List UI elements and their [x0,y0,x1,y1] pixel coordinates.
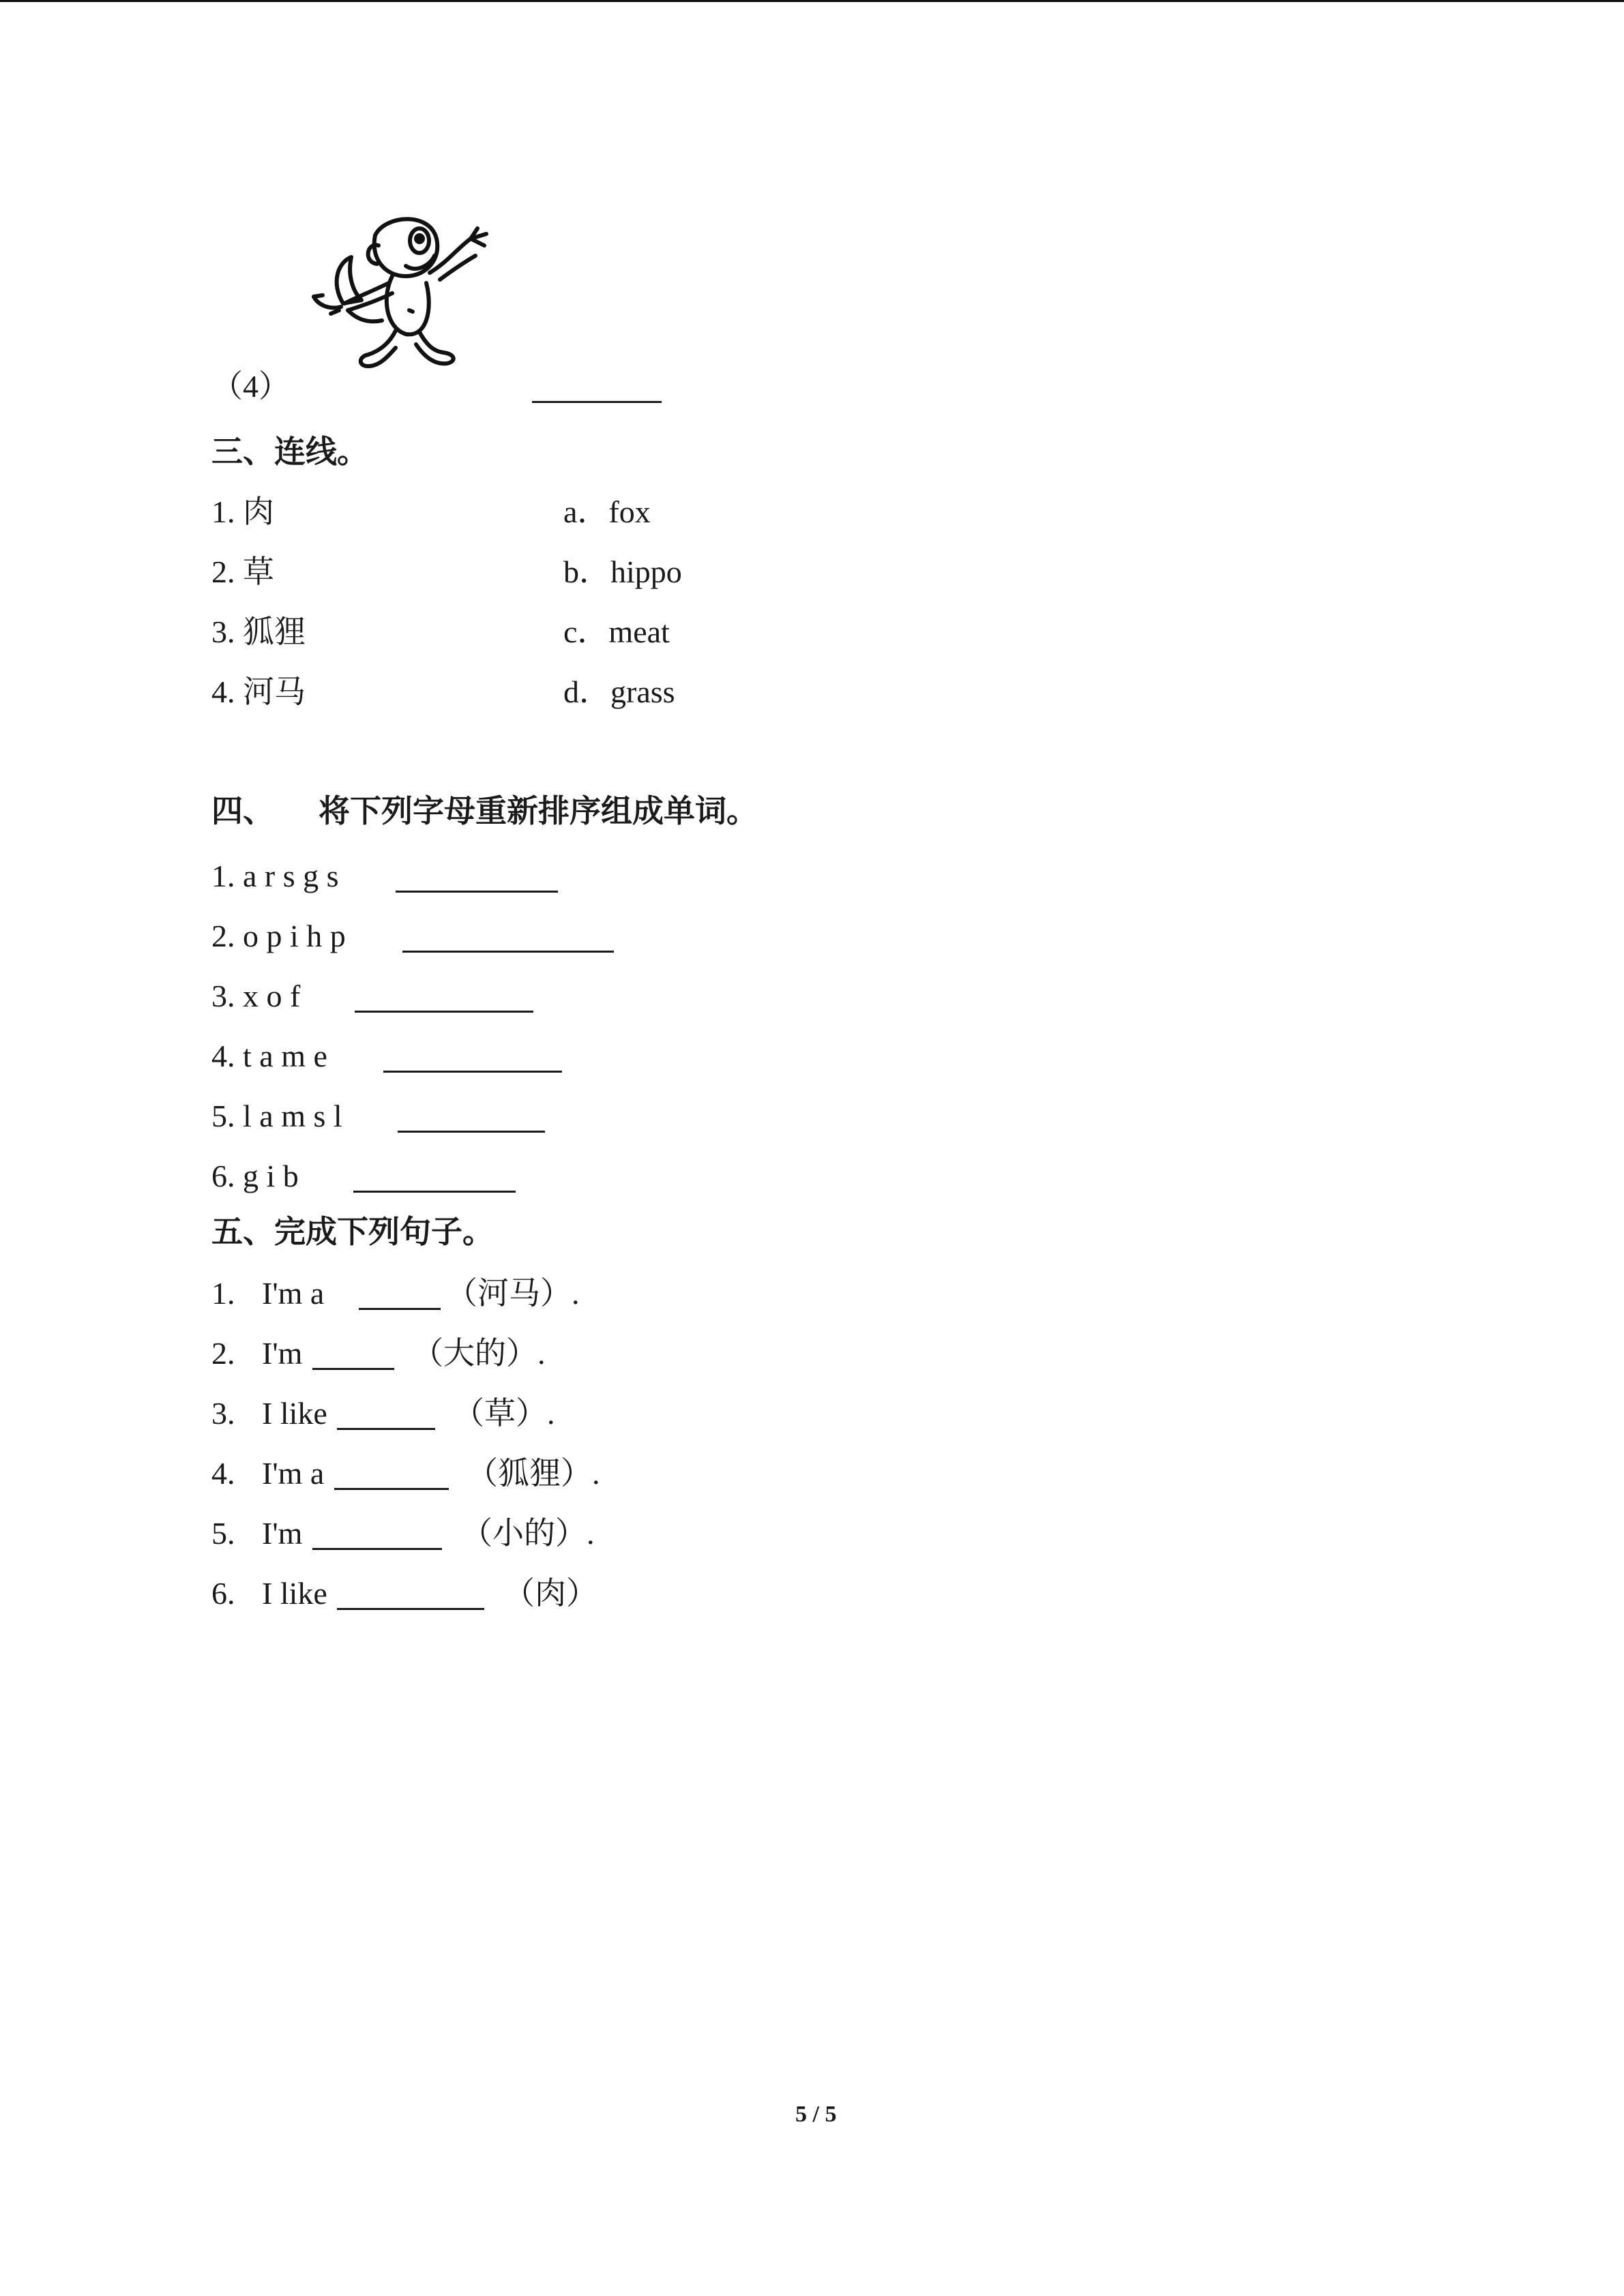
section3-right-a: a．fox [563,494,651,529]
section3-left-4: 4. 河马 [211,674,306,709]
q2-item4-label: （4） [211,369,290,404]
section5-post-1: （河马）. [446,1276,580,1311]
section5-blank-3[interactable] [337,1401,435,1430]
section4-item-1: 1. a r s g s [211,859,339,893]
section4-item-5: 5. l a m s l [211,1099,342,1133]
section4-title-prefix: 四、 [211,794,274,829]
monkey-illustration [310,208,494,372]
section3-right-c: c．meat [563,614,670,649]
section4-blank-3[interactable] [355,983,533,1013]
section4-blank-6[interactable] [353,1163,516,1193]
section4-title: 将下列字母重新排序组成单词。 [319,794,758,829]
section5-blank-6[interactable] [337,1581,484,1610]
section3-title: 三、连线。 [211,434,368,469]
section5-post-4: （狐狸）. [467,1456,600,1491]
section4-blank-5[interactable] [398,1103,545,1133]
section5-num-6: 6. [211,1576,235,1611]
section5-pre-3: I like [262,1396,327,1431]
section5-post-3: （草）. [453,1396,555,1431]
section5-post-5: （小的）. [461,1516,595,1551]
page-number: 5 / 5 [795,2102,837,2127]
section5-num-5: 5. [211,1516,235,1551]
section4-blank-1[interactable] [396,863,558,893]
page-top-border [0,0,1624,2]
section4-item-4: 4. t a m e [211,1039,327,1073]
section5-blank-5[interactable] [312,1521,442,1550]
section5-blank-4[interactable] [334,1461,449,1490]
section5-pre-6: I like [262,1576,327,1611]
section3-left-2: 2. 草 [211,554,274,589]
section5-pre-4: I'm a [262,1456,325,1491]
section5-pre-2: I'm [262,1336,303,1371]
q2-item4-blank[interactable] [532,374,662,403]
section5-blank-1[interactable] [359,1281,441,1310]
section4-item-6: 6. g i b [211,1159,299,1193]
section5-pre-1: I'm a [262,1276,325,1311]
section5-blank-2[interactable] [312,1341,394,1370]
section5-num-3: 3. [211,1396,235,1431]
section5-num-2: 2. [211,1336,235,1371]
section5-num-1: 1. [211,1276,235,1311]
section4-item-3: 3. x o f [211,979,301,1013]
section3-right-d: d．grass [563,674,675,709]
section4-blank-4[interactable] [383,1043,562,1073]
section3-right-b: b．hippo [563,554,682,589]
section3-left-1: 1. 肉 [211,494,274,529]
section4-blank-2[interactable] [402,923,614,953]
section4-item-2: 2. o p i h p [211,919,346,953]
section5-post-2: （大的）. [412,1336,546,1371]
section5-pre-5: I'm [262,1516,303,1551]
section5-title: 五、完成下列句子。 [211,1214,494,1249]
section5-num-4: 4. [211,1456,235,1491]
section5-post-6: （肉） [503,1576,597,1611]
section3-left-3: 3. 狐狸 [211,614,306,649]
